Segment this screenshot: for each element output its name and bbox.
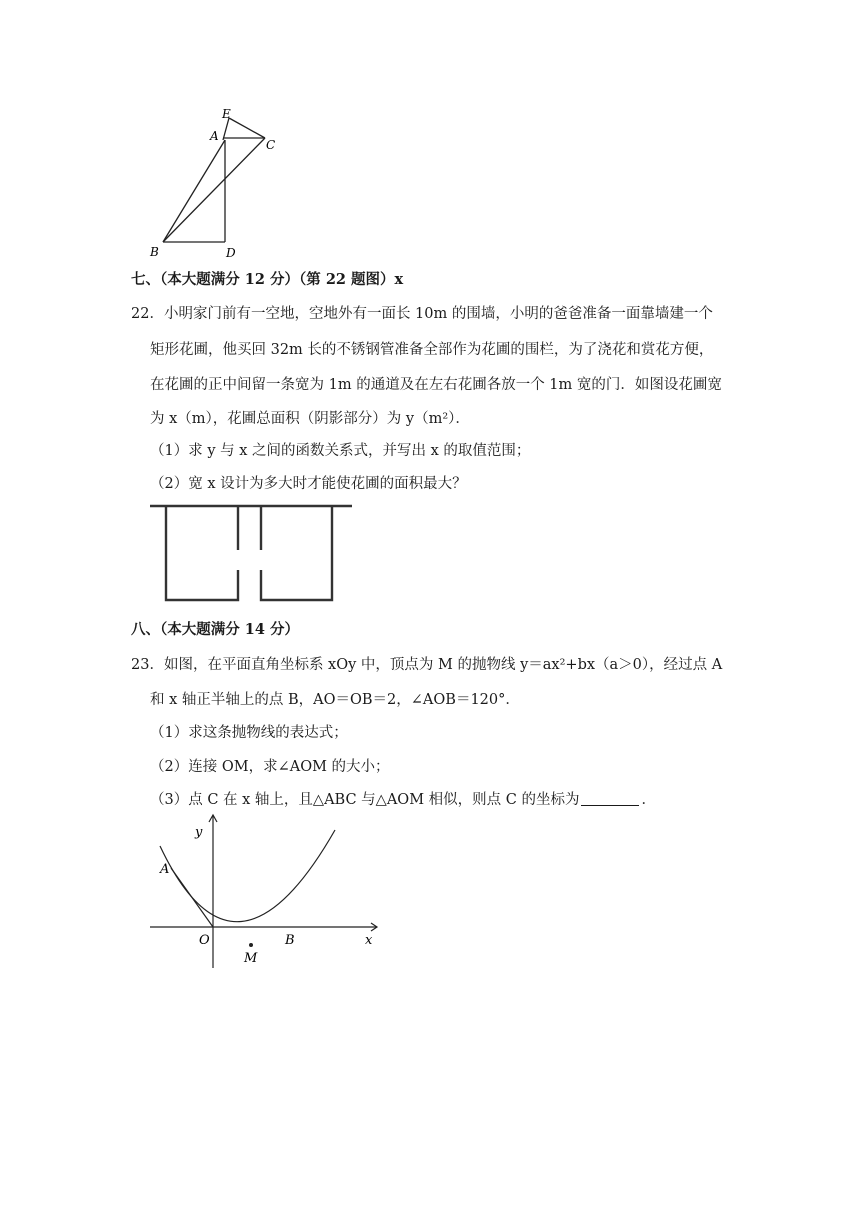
- segment-ec: [229, 118, 265, 138]
- axis-label-y: y: [195, 825, 203, 840]
- label-a: A: [160, 862, 170, 877]
- label-o: O: [199, 933, 210, 948]
- q23-part-3: （3）点 C 在 x 轴上，且△ABC 与△AOM 相似，则点 C 的坐标为 ．: [150, 792, 656, 808]
- right-bed-outline: [261, 506, 332, 600]
- segment-ao: [171, 868, 213, 927]
- axis-label-x: x: [365, 933, 373, 948]
- q22-line-4: 为 x（m），花圃总面积（阴影部分）为 y（m²）．: [150, 411, 470, 427]
- figure-triangles: [140, 100, 300, 260]
- q23-line-1: 23．如图，在平面直角坐标系 xOy 中，顶点为 M 的抛物线 y＝ax²+bx（a＞0），经过点 A: [131, 657, 723, 673]
- label-d: D: [226, 246, 236, 260]
- q22-line-3: 在花圃的正中间留一条宽为 1m 的通道及在左右花圃各放一个 1m 宽的门．如图设花圃宽: [150, 377, 722, 393]
- label-a: A: [210, 129, 219, 143]
- label-c: C: [266, 138, 276, 152]
- segment-ba: [163, 140, 225, 242]
- section-7-heading: 七、（本大题满分 12 分）（第 22 题图）x: [131, 271, 404, 288]
- q22-line-1: 22．小明家门前有一空地，空地外有一面长 10m 的围墙，小明的爸爸准备一面靠墙建一个: [131, 306, 713, 322]
- label-b: B: [285, 933, 295, 948]
- label-b: B: [150, 245, 159, 259]
- q23-line-2: 和 x 轴正半轴上的点 B，AO＝OB＝2，∠AOB＝120°．: [150, 692, 520, 708]
- segment-ea: [223, 118, 229, 140]
- q22-line-2: 矩形花圃，他买回 32m 长的不锈钢管准备全部作为花圃的围栏，为了浇花和赏花方便，: [150, 342, 714, 358]
- answer-blank: [581, 791, 639, 806]
- left-bed-outline: [166, 506, 238, 600]
- label-m: M: [244, 951, 258, 966]
- vertex-dot: [249, 943, 253, 947]
- label-e: E: [222, 107, 231, 121]
- q22-part-2: （2）宽 x 设计为多大时才能使花圃的面积最大？: [150, 476, 467, 492]
- q23-part-2: （2）连接 OM，求∠AOM 的大小；: [150, 759, 390, 775]
- q23-part-1: （1）求这条抛物线的表达式；: [150, 725, 348, 741]
- section-8-heading: 八、（本大题满分 14 分）: [131, 621, 300, 638]
- segment-bc: [163, 138, 265, 242]
- figure-garden: [148, 500, 358, 610]
- q22-part-1: （1）求 y 与 x 之间的函数关系式，并写出 x 的取值范围；: [150, 443, 531, 459]
- figure-parabola: [145, 810, 385, 970]
- parabola-curve: [160, 830, 335, 922]
